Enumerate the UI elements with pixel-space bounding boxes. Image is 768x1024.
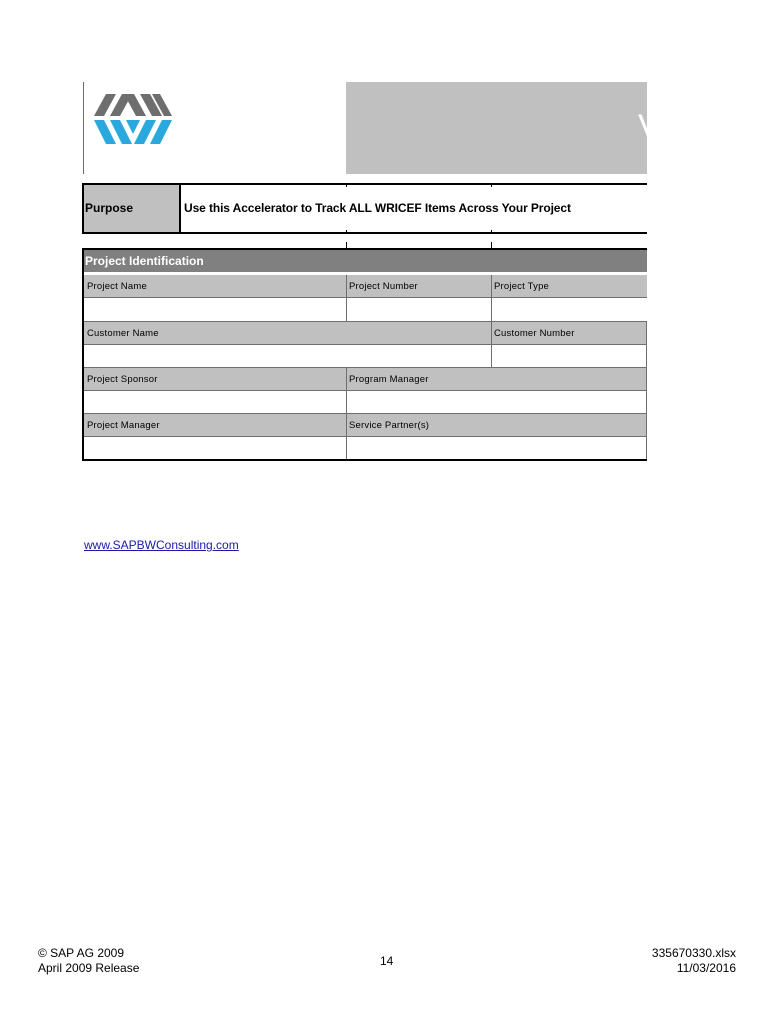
grid-line — [84, 344, 647, 345]
customer-name-label: Customer Name — [87, 328, 159, 339]
file-name: 335670330.xlsx — [651, 946, 736, 960]
grid-line — [84, 413, 647, 414]
project-sponsor-label: Project Sponsor — [87, 374, 158, 385]
grid-line — [84, 297, 647, 298]
service-partners-label: Service Partner(s) — [349, 420, 430, 431]
project-number-label-cell — [346, 275, 491, 298]
header-divider — [83, 82, 84, 174]
project-type-field[interactable] — [492, 298, 647, 321]
title-fragment: V — [638, 108, 661, 146]
company-logo-icon — [94, 90, 172, 148]
project-manager-label-cell — [84, 414, 346, 437]
project-type-label-cell — [491, 275, 647, 298]
grid-line — [646, 321, 647, 460]
customer-number-field[interactable] — [492, 345, 647, 368]
project-sponsor-label-cell — [84, 368, 346, 391]
page-number: 14 — [380, 954, 394, 968]
project-number-field[interactable] — [347, 298, 491, 321]
customer-name-field[interactable] — [84, 345, 491, 368]
project-sponsor-field[interactable] — [84, 391, 346, 414]
table-bottom-border — [82, 459, 647, 461]
customer-number-label: Customer Number — [494, 328, 575, 339]
website-link[interactable]: www.SAPBWConsulting.com — [84, 538, 239, 552]
grid-line — [84, 436, 647, 437]
table-left-border — [82, 248, 84, 461]
project-name-field[interactable] — [84, 298, 346, 321]
column-tick — [491, 230, 492, 234]
column-tick — [346, 183, 347, 187]
program-manager-field[interactable] — [347, 391, 647, 414]
service-partners-label-cell — [346, 414, 647, 437]
grid-line — [84, 321, 647, 322]
footer-right — [652, 946, 736, 976]
program-manager-label-cell — [346, 368, 647, 391]
purpose-label: Purpose — [85, 201, 134, 215]
grid-line — [84, 390, 647, 391]
purpose-text: Use this Accelerator to Track ALL WRICEF Items Across Your Project — [184, 201, 571, 215]
release-text: April 2009 Release — [38, 961, 140, 975]
grid-line — [346, 368, 347, 460]
file-date: 11/03/2016 — [676, 961, 736, 975]
project-name-label-cell — [84, 275, 346, 298]
program-manager-label: Program Manager — [349, 374, 429, 385]
column-tick — [346, 230, 347, 234]
project-manager-field[interactable] — [84, 437, 346, 460]
customer-name-label-cell — [84, 322, 491, 345]
column-tick — [491, 183, 492, 187]
footer-left — [38, 946, 139, 976]
grid-line — [491, 275, 492, 367]
grid-line — [346, 275, 347, 321]
project-type-label: Project Type — [494, 281, 550, 292]
customer-number-label-cell — [491, 322, 647, 345]
copyright-text: © SAP AG 2009 — [38, 946, 125, 960]
project-identification-title: Project Identification — [85, 254, 204, 268]
title-banner — [346, 82, 661, 174]
grid-line — [84, 367, 647, 368]
project-number-label: Project Number — [349, 281, 418, 292]
project-name-label: Project Name — [87, 281, 147, 292]
service-partners-field[interactable] — [347, 437, 647, 460]
project-manager-label: Project Manager — [87, 420, 160, 431]
